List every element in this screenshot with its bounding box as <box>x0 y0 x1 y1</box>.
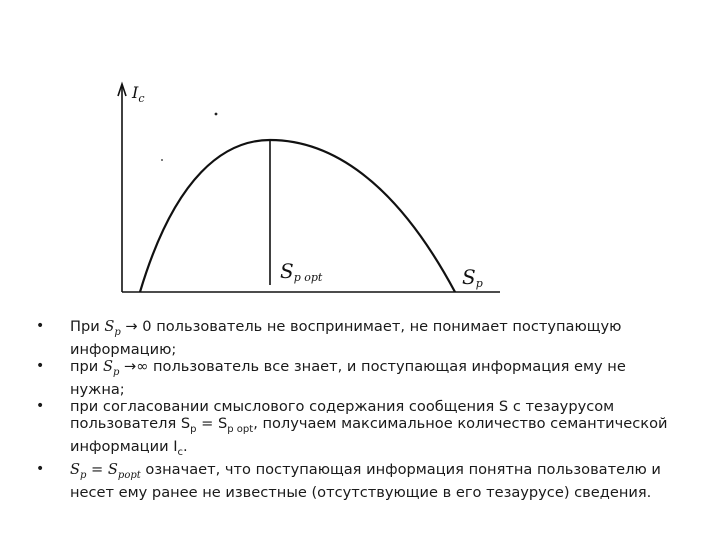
bullet-icon: • <box>36 318 45 334</box>
note-item <box>36 358 676 398</box>
note-text: S <box>70 460 80 478</box>
note-text: p <box>80 469 87 481</box>
note-item <box>36 318 676 358</box>
note-text: p <box>114 326 121 338</box>
note-item <box>36 398 676 461</box>
note-text: →∞ пользователь все знает, и поступающая информация ему не нужна; <box>70 357 626 398</box>
y-axis-label: $I_c$ <box>132 83 145 105</box>
scan-speck <box>161 159 163 161</box>
bullet-icon: • <box>36 460 45 477</box>
note-text: при согласовании смыслового содержания сообщения S с тезаурусом пользователя S <box>70 397 615 432</box>
notes-list <box>36 318 676 501</box>
note-text: При <box>70 318 105 335</box>
note-text: = S <box>196 414 228 432</box>
bullet-icon: • <box>36 357 45 374</box>
note-text: p opt <box>227 423 254 435</box>
note-text: = <box>86 460 108 478</box>
bullet-icon: • <box>36 397 45 414</box>
note-text: S <box>107 460 118 478</box>
note-text: popt <box>117 469 141 481</box>
note-item <box>36 461 676 501</box>
note-text: при <box>70 357 103 375</box>
note-text: S <box>102 357 113 375</box>
note-text: . <box>183 437 188 455</box>
optimum-label: Sp opt <box>280 259 323 284</box>
scan-speck <box>215 113 218 116</box>
note-text: → 0 пользователь не воспринимает, не понимает поступающую информацию; <box>70 318 622 358</box>
x-axis-label: Sp <box>462 265 483 290</box>
note-text: S <box>104 318 115 335</box>
information-curve <box>140 140 455 292</box>
note-text: p <box>190 423 197 435</box>
note-text: c <box>177 446 183 458</box>
note-text: означает, что поступающая информация понятна пользователю и несет ему ранее не известные (отсутствующие в его тезаурусе) сведения. <box>70 460 661 501</box>
note-text: p <box>112 366 120 378</box>
note-text: , получаем максимальное количество семантической информации I <box>70 414 668 455</box>
